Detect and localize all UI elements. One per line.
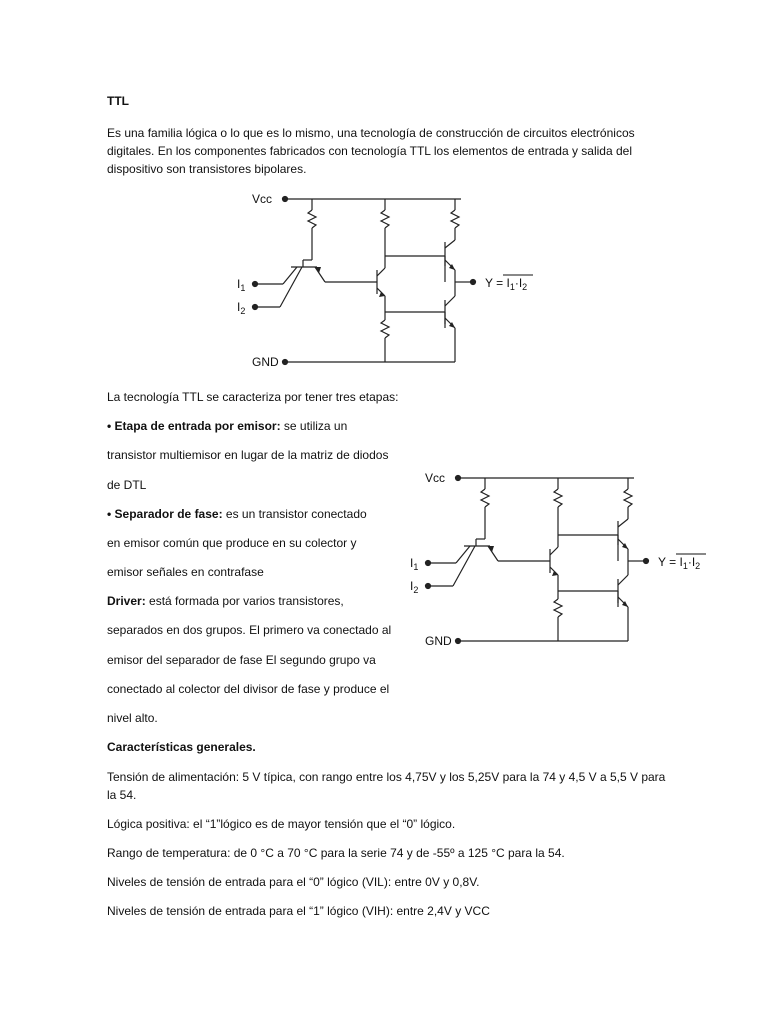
stage1-line2: transistor multiemisor en lugar de la matriz de diodos — [107, 448, 389, 462]
stage3-line1: Driver: está formada por varios transistores, — [107, 594, 344, 608]
stage3-line5: nivel alto. — [107, 711, 158, 725]
characteristics-title: Características generales. — [107, 740, 256, 754]
i1-label: $I_1$ — [410, 556, 419, 572]
resistor-r3 — [624, 489, 632, 507]
resistor-r1 — [308, 210, 316, 228]
vcc-label: Vcc — [425, 471, 446, 485]
stage1-line3: de DTL — [107, 478, 147, 492]
stage2-line3: emisor señales en contrafase — [107, 565, 264, 579]
stage3-line4: conectado al colector del divisor de fase y produce el — [107, 682, 390, 696]
gnd-terminal — [283, 360, 288, 365]
output-expression: $Y = I_1\cdot I_2$ — [485, 276, 528, 292]
stage2-line2: en emisor común que produce en su colector y — [107, 536, 357, 550]
stage3-title: Driver: — [107, 594, 146, 608]
stage2-title: • Separador de fase: — [107, 507, 223, 521]
resistor-r4 — [554, 599, 562, 617]
stage2-line1: • Separador de fase: es un transistor conectado — [107, 507, 367, 521]
stages-intro: La tecnología TTL se caracteriza por tener tres etapas: — [107, 390, 399, 404]
vcc-label: Vcc — [252, 192, 273, 206]
resistor-r1 — [481, 489, 489, 507]
resistor-r2 — [381, 210, 389, 228]
resistor-r4 — [381, 320, 389, 338]
output-terminal — [644, 559, 649, 564]
stage3-line3: emisor del separador de fase El segundo grupo va — [107, 653, 376, 667]
input-i1-terminal — [253, 282, 258, 287]
characteristic-item: Niveles de tensión de entrada para el “0” lógico (VIL): entre 0V y 0,8V. — [107, 875, 480, 889]
output-terminal — [471, 280, 476, 285]
gnd-terminal — [456, 639, 461, 644]
characteristic-item: Rango de temperatura: de 0 °C a 70 °C para la serie 74 y de -55º a 125 °C para la 54. — [107, 846, 565, 860]
output-expression: $Y = I_1\cdot I_2$ — [658, 555, 701, 571]
characteristic-item: Tensión de alimentación: 5 V típica, con rango entre los 4,75V y los 5,25V para la 74 y 4,5 V a 5,5 V para la 54. — [107, 770, 666, 802]
i2-label: $I_2$ — [237, 300, 246, 316]
characteristic-item: Lógica positiva: el “1”lógico es de mayor tensión que el “0” lógico. — [107, 817, 456, 831]
stage3-line2: separados en dos grupos. El primero va conectado al — [107, 623, 392, 637]
i2-label: $I_2$ — [410, 579, 419, 595]
intro-paragraph: Es una familia lógica o lo que es lo mismo, una tecnología de construcción de circuitos electrónicos digitales. En los componentes fabricados con tecnología TTL los elementos de entrada y salida del dispositivo son transistores bipolares. — [107, 126, 635, 176]
gnd-label: GND — [425, 634, 452, 648]
resistor-r3 — [451, 210, 459, 228]
vcc-terminal — [283, 197, 288, 202]
page-title: TTL — [107, 94, 129, 108]
i1-label: $I_1$ — [237, 277, 246, 293]
input-i2-terminal — [426, 584, 431, 589]
input-i2-terminal — [253, 305, 258, 310]
resistor-r2 — [554, 489, 562, 507]
gnd-label: GND — [252, 355, 279, 369]
ttl-circuit-diagram-second — [408, 461, 738, 657]
stage1-line1: • Etapa de entrada por emisor: se utiliza un — [107, 419, 348, 433]
characteristic-item: Niveles de tensión de entrada para el “1” lógico (VIH): entre 2,4V y VCC — [107, 904, 490, 918]
stage1-title: • Etapa de entrada por emisor: — [107, 419, 281, 433]
vcc-terminal — [456, 476, 461, 481]
input-i1-terminal — [426, 561, 431, 566]
ttl-circuit-diagram — [235, 182, 565, 378]
